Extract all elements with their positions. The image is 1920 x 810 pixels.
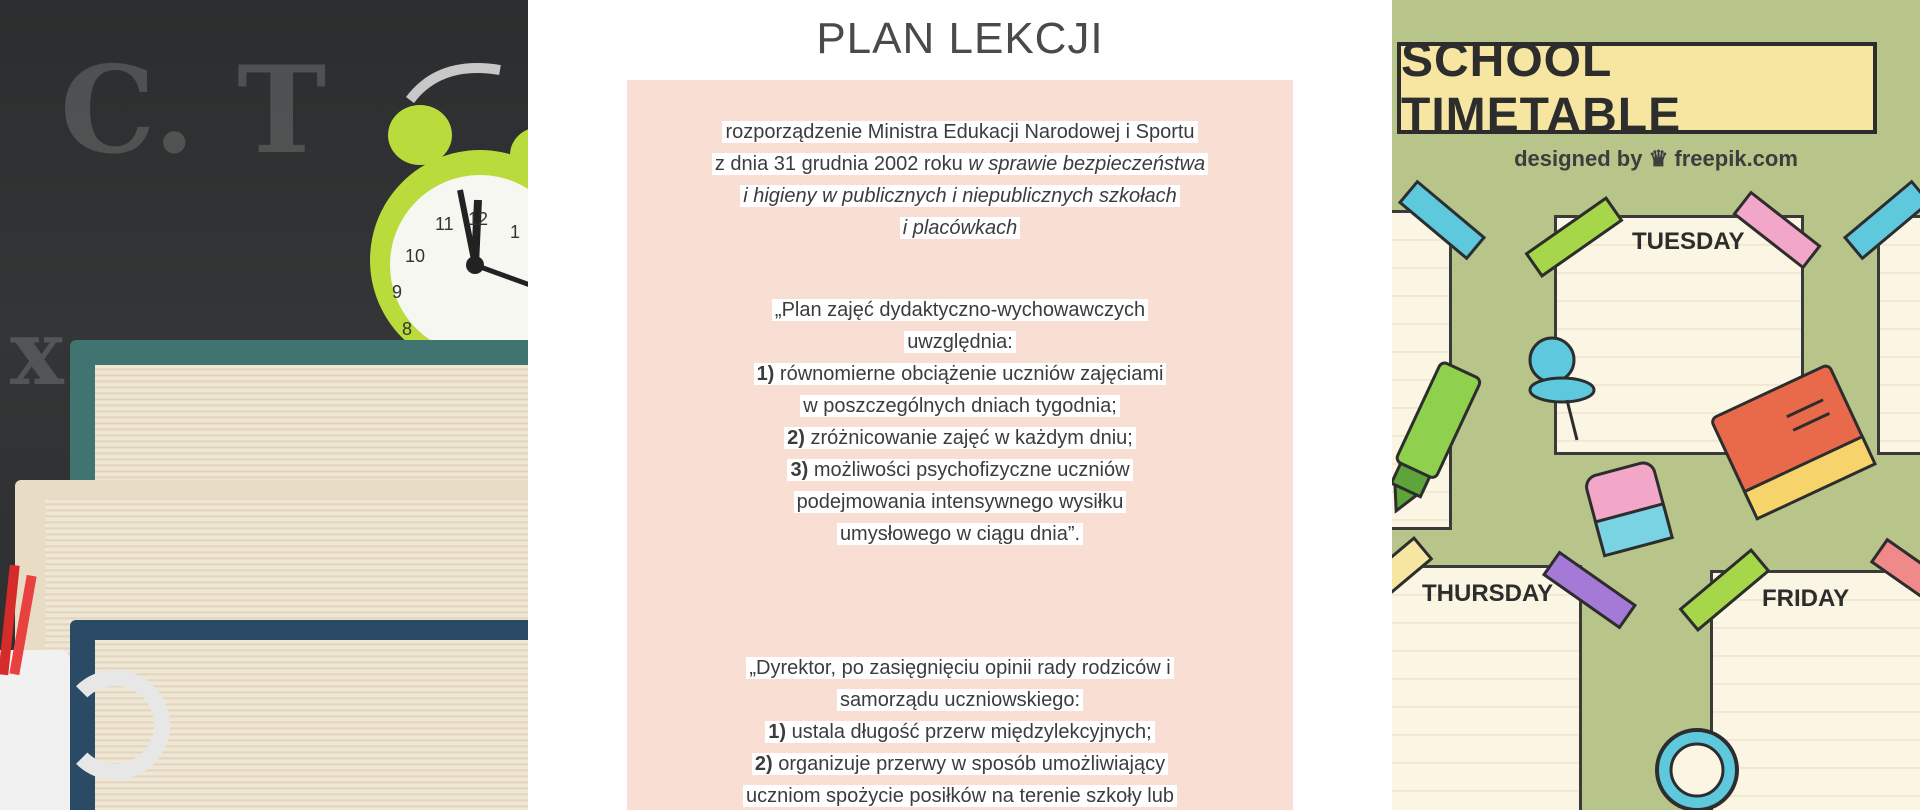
text-line: samorządu uczniowskiego: (837, 689, 1083, 711)
lesson-plan-panel (528, 0, 1392, 810)
text-segment: z dnia 31 grudnia 2002 roku (714, 153, 969, 175)
text-line: umysłowego w ciągu dnia”. (837, 523, 1083, 545)
text-line: „Dyrektor, po zasięgnięciu opinii rady rodziców i (746, 657, 1173, 679)
day-label: FRIDAY (1762, 585, 1850, 612)
text-segment-italic: w sprawie bezpieczeństwa (968, 153, 1206, 175)
quote-director (627, 652, 1293, 810)
chalk-writing: x (10, 300, 64, 406)
mug-handle (60, 670, 170, 780)
sharpener-icon (1657, 730, 1737, 810)
item-number: 2) (754, 753, 773, 775)
text-segment: równomierne obciążenie uczniów zajęciami (779, 363, 1164, 385)
item-number: 1) (768, 721, 787, 743)
regulation-citation (627, 116, 1293, 244)
item-number: 2) (787, 427, 805, 449)
text-line-italic: i placówkach (900, 217, 1021, 239)
clock-number: 1 (510, 222, 521, 242)
highlighter-icon (1392, 361, 1482, 520)
clock-number: 8 (402, 319, 413, 339)
eraser-icon (1584, 460, 1672, 555)
clock-number: 9 (392, 282, 403, 302)
text-line: uczniom spożycie posiłków na terenie szkoły lub (743, 785, 1177, 807)
timetable-image (1392, 0, 1920, 810)
page-title: PLAN LEKCJI (816, 14, 1104, 63)
freepik-logo-icon: ♛ (1648, 146, 1669, 171)
text-segment: możliwości psychofizyczne uczniów (813, 459, 1130, 481)
text-line (752, 753, 1168, 775)
text-line (712, 153, 1208, 175)
pushpin-icon (1530, 338, 1594, 440)
text-line-italic: i higieny w publicznych i niepublicznych szkołach (740, 185, 1180, 207)
regulation-text-box (627, 80, 1293, 810)
text-line: „Plan zajęć dydaktyczno-wychowawczych (772, 299, 1148, 321)
text-line: podejmowania intensywnego wysiłku (794, 491, 1127, 513)
text-line: w poszczególnych dniach tygodnia; (800, 395, 1120, 417)
freepik-brand: freepik.com (1674, 146, 1798, 171)
text-line: uwzględnia: (904, 331, 1016, 353)
day-label: THURSDAY (1422, 580, 1554, 607)
item-number: 3) (790, 459, 809, 481)
timetable-banner: SCHOOL TIMETABLE (1397, 42, 1877, 134)
text-line (765, 721, 1155, 743)
designed-by-caption (1392, 146, 1920, 172)
clock-number: 12 (468, 209, 489, 229)
text-line (784, 427, 1136, 449)
text-segment: zróżnicowanie zajęć w każdym dniu; (810, 427, 1133, 449)
text-segment: ustala długość przerw międzylekcyjnych; (791, 721, 1152, 743)
text-segment: organizuje przerwy w sposób umożliwiający (778, 753, 1166, 775)
clock-number: 11 (435, 214, 454, 234)
clock-number: 10 (405, 246, 426, 266)
stationery-icons (1392, 330, 1920, 810)
text-line (787, 459, 1132, 481)
book-icon (1711, 364, 1875, 519)
books-clock-image (0, 0, 528, 810)
item-number: 1) (756, 363, 775, 385)
designed-by-label: designed by (1514, 146, 1643, 171)
text-line: rozporządzenie Ministra Edukacji Narodowej i Sportu (722, 121, 1197, 143)
text-line (754, 363, 1167, 385)
chalk-writing: C. T (60, 40, 327, 181)
day-label: TUESDAY (1632, 228, 1745, 255)
quote-plan (627, 294, 1293, 550)
